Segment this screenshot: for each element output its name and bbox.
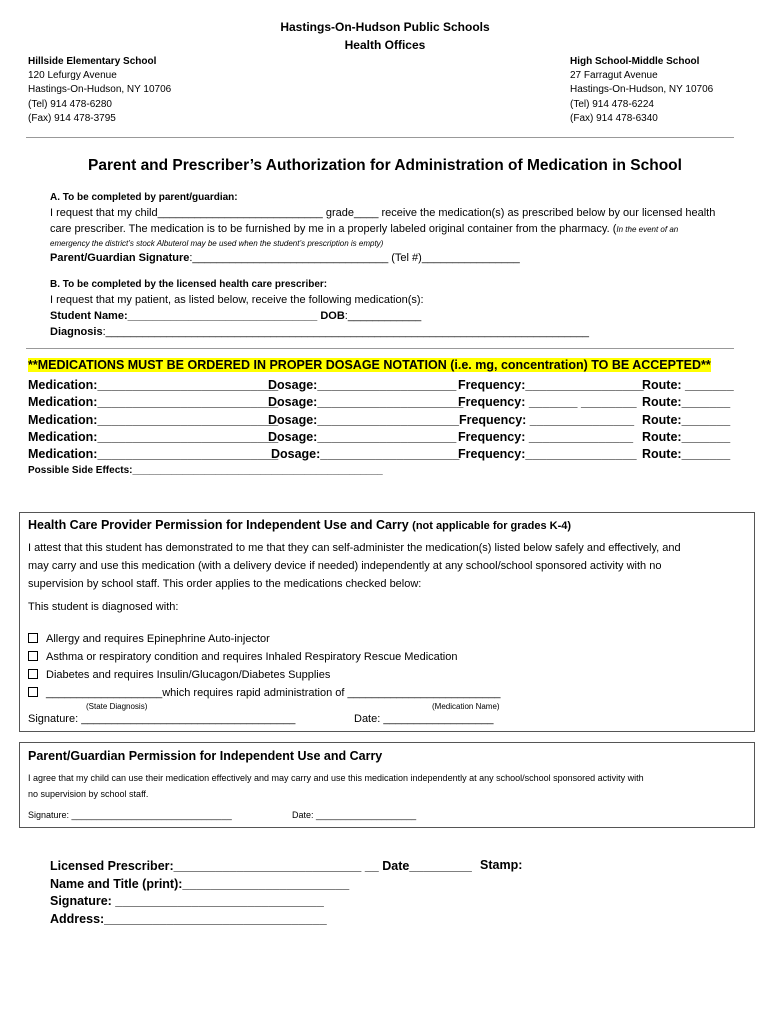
parent-consent	[28, 770, 644, 802]
medication-row[interactable]	[28, 412, 733, 429]
hcp-attestation-line3: supervision by school staff. This order applies to the medications checked below:	[28, 578, 422, 590]
dosage-field[interactable]: Dosage:____________________	[268, 412, 457, 427]
parent-signature-blanks: :________________________________ (Tel #)________________	[189, 252, 520, 264]
checkbox-icon[interactable]	[28, 633, 38, 643]
medication-field[interactable]: Medication:__________________________	[28, 429, 279, 444]
medication-field[interactable]: Medication:__________________________	[28, 447, 279, 462]
diagnosed-label: This student is diagnosed with:	[28, 601, 179, 613]
route-field[interactable]: Route: _______	[642, 378, 734, 392]
dosage-field[interactable]: Dosage:_____________________	[268, 395, 464, 410]
route-field[interactable]: Route:_______	[642, 412, 731, 427]
stamp-label: Stamp:	[480, 858, 523, 872]
hcp-attestation-line1: I attest that this student has demonstrated to me that they can self-administer the medication(s) listed below safely and effectively, and	[28, 542, 681, 554]
checkbox-icon[interactable]	[28, 651, 38, 661]
state-diagnosis-caption: (State Diagnosis)	[86, 702, 148, 711]
district-name: Hastings-On-Hudson Public Schools	[280, 20, 490, 34]
student-name-line[interactable]	[50, 310, 421, 322]
parent-signature-label: Parent/Guardian Signature	[50, 252, 190, 264]
left-school-fax: (Fax) 914 478-3795	[28, 112, 116, 124]
option-label: Allergy and requires Epinephrine Auto-injector	[46, 633, 270, 645]
frequency-field[interactable]: Frequency:________________	[458, 447, 637, 462]
option-asthma[interactable]	[28, 648, 500, 666]
option-diabetes[interactable]	[28, 666, 500, 684]
section-a-line2-text: care prescriber. The medication is to be furnished by me in a properly labeled original container from the pharmacy. (	[50, 223, 617, 235]
side-effects-line[interactable]: Possible Side Effects:_____________________________________________	[28, 465, 383, 476]
dosage-notice-text: **MEDICATIONS MUST BE ORDERED IN PROPER DOSAGE NOTATION (i.e. mg, concentration) TO BE ACCEPTED**	[28, 358, 711, 372]
parent-consent-line2: no supervision by school staff.	[28, 789, 149, 799]
right-school-address1: 27 Farragut Avenue	[570, 70, 658, 82]
option-other[interactable]	[28, 684, 500, 702]
medication-field[interactable]: Medication:__________________________	[28, 378, 279, 392]
medication-row[interactable]	[28, 377, 733, 394]
hcp-heading-text: Health Care Provider Permission for Independent Use and Carry	[28, 518, 409, 532]
right-school-address2: Hastings-On-Hudson, NY 10706	[570, 84, 714, 96]
section-a-line2	[50, 223, 678, 235]
hcp-heading	[28, 518, 571, 532]
medication-field[interactable]: Medication:__________________________	[28, 395, 279, 410]
right-school-fax: (Fax) 914 478-6340	[570, 112, 658, 124]
office-name: Health Offices	[344, 38, 426, 52]
right-school-tel: (Tel) 914 478-6224	[570, 98, 654, 110]
hcp-date-line[interactable]: Date: __________________	[354, 713, 494, 725]
right-school-block	[570, 55, 713, 126]
frequency-field[interactable]: Frequency: _______ ________	[458, 395, 637, 410]
checkbox-icon[interactable]	[28, 669, 38, 679]
hcp-heading-note: (not applicable for grades K-4)	[412, 520, 572, 532]
diagnosis-options	[28, 630, 500, 702]
section-a-line3: emergency the district’s stock Albuterol may be used when the student’s prescription is empty)	[50, 239, 384, 248]
header-divider	[26, 137, 734, 138]
dosage-field[interactable]: Dosage:____________________	[268, 429, 457, 444]
frequency-field[interactable]: Frequency: _______________	[458, 429, 634, 444]
diagnosis-label: Diagnosis	[50, 326, 103, 338]
option-label: Diabetes and requires Insulin/Glucagon/Diabetes Supplies	[46, 669, 331, 681]
parent-signature-line2[interactable]: Signature: ________________________________	[28, 810, 232, 820]
right-school-name: High School-Middle School	[570, 56, 700, 67]
route-field[interactable]: Route:_______	[642, 429, 731, 444]
route-field[interactable]: Route:_______	[642, 395, 731, 410]
prescriber-block	[50, 858, 472, 928]
left-school-name: Hillside Elementary School	[28, 56, 157, 67]
student-name-label: Student Name	[50, 310, 124, 322]
medication-name-caption: (Medication Name)	[432, 702, 500, 711]
medication-row[interactable]	[28, 446, 733, 463]
frequency-field[interactable]: _Frequency: _______________	[452, 412, 635, 427]
left-school-block	[28, 55, 171, 126]
prescriber-address-line[interactable]: Address:________________________________	[50, 911, 327, 926]
hcp-signature-line[interactable]: Signature: ___________________________________	[28, 713, 296, 725]
section-b-line1: I request that my patient, as listed below, receive the following medication(s):	[50, 294, 424, 306]
parent-date-line[interactable]: Date: ____________________	[292, 810, 417, 820]
student-name-blanks: :_______________________________ DOB	[123, 310, 345, 322]
parent-signature-line[interactable]	[50, 252, 520, 264]
prescriber-signature-line[interactable]: Signature: ______________________________	[50, 894, 324, 908]
diagnosis-blanks: :_______________________________________________________________________________	[102, 326, 589, 338]
parent-consent-line1: I agree that my child can use their medication effectively and may carry and use this medication independently at any school/school sponsored activity with	[28, 773, 644, 783]
name-title-line[interactable]: Name and Title (print):________________________	[50, 876, 350, 891]
dosage-field[interactable]: Dosage:____________________	[268, 378, 457, 392]
parent-heading: Parent/Guardian Permission for Independent Use and Carry	[28, 749, 383, 763]
form-title: Parent and Prescriber’s Authorization for Administration of Medication in School	[88, 157, 682, 174]
option-label: ___________________which requires rapid administration of _________________________	[46, 687, 501, 699]
medication-row[interactable]	[28, 394, 733, 411]
medication-table	[28, 377, 733, 463]
section-a-line1: I request that my child___________________________ grade____ receive the medication(s) as prescribed below by our licensed health	[50, 207, 716, 219]
frequency-field[interactable]: Frequency:_________________	[458, 378, 644, 392]
hcp-attestation	[28, 539, 681, 593]
medication-row[interactable]	[28, 429, 733, 446]
medication-field[interactable]: Medication:__________________________	[28, 412, 279, 427]
section-divider	[26, 348, 734, 349]
left-school-tel: (Tel) 914 478-6280	[28, 98, 112, 110]
dosage-field[interactable]: _Dosage:____________________	[264, 447, 460, 462]
section-b-heading: B. To be completed by the licensed health care prescriber:	[50, 279, 328, 290]
section-a-line2-italic: In the event of an	[616, 225, 679, 234]
hcp-attestation-line2: may carry and use this medication (with a delivery device if needed) independently at any school/school sponsored activity with no	[28, 560, 662, 572]
section-a-heading: A. To be completed by parent/guardian:	[50, 192, 238, 203]
option-label: Asthma or respiratory condition and requires Inhaled Respiratory Rescue Medication	[46, 651, 458, 663]
option-allergy[interactable]	[28, 630, 500, 648]
dob-blanks: :____________	[344, 310, 422, 322]
left-school-address2: Hastings-On-Hudson, NY 10706	[28, 84, 172, 96]
dosage-notice	[28, 358, 711, 372]
left-school-address1: 120 Lefurgy Avenue	[28, 70, 117, 82]
prescriber-line[interactable]: Licensed Prescriber:___________________________ __ Date_________	[50, 859, 472, 873]
diagnosis-line[interactable]	[50, 326, 589, 338]
checkbox-icon[interactable]	[28, 687, 38, 697]
route-field[interactable]: Route:_______	[642, 447, 731, 462]
